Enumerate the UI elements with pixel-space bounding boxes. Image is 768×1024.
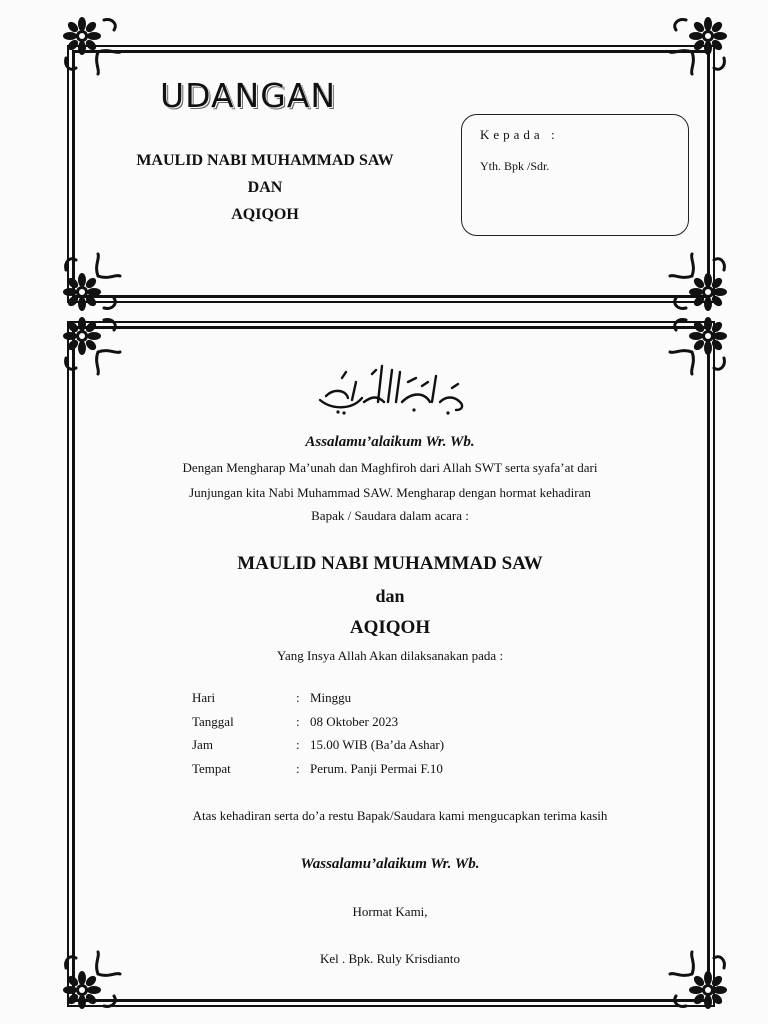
floral-corner-icon bbox=[662, 12, 732, 82]
detail-label: Hari bbox=[192, 690, 216, 705]
event-title-2: AQIQOH bbox=[349, 617, 431, 638]
bismillah-calligraphy-icon bbox=[312, 352, 472, 422]
event-title: MAULID NABI MUHAMMAD SAW bbox=[237, 553, 543, 574]
floral-corner-icon bbox=[58, 12, 128, 82]
opening-greeting: Assalamu’alaikum Wr. Wb. bbox=[305, 434, 475, 450]
intro-line-3: Bapak / Saudara dalam acara : bbox=[311, 508, 469, 523]
cover-event-line2: DAN bbox=[247, 179, 283, 196]
detail-colon: : bbox=[296, 690, 300, 705]
cover-event-line1: MAULID NABI MUHAMMAD SAW bbox=[136, 152, 394, 169]
detail-colon: : bbox=[296, 713, 300, 729]
recipient-prefix: Yth. Bpk /Sdr. bbox=[480, 159, 550, 173]
kepada-label: Kepada : bbox=[480, 127, 559, 142]
detail-label: Jam bbox=[192, 737, 213, 752]
detail-colon: : bbox=[296, 760, 300, 776]
detail-label: Tempat bbox=[192, 760, 231, 776]
invitation-card bbox=[72, 326, 710, 1002]
floral-corner-icon bbox=[662, 246, 732, 316]
detail-value: 15.00 WIB (Ba’da Ashar) bbox=[310, 737, 445, 752]
cover-event-line3: AQIQOH bbox=[231, 206, 299, 223]
closing-thanks: Atas kehadiran serta do’a restu Bapak/Saudara kami mengucapkan terima kasih bbox=[192, 808, 608, 823]
intro-line-1: Dengan Mengharap Ma’unah dan Maghfiroh dari Allah SWT serta syafa’at dari bbox=[182, 460, 598, 475]
detail-value: Minggu bbox=[310, 690, 352, 705]
event-conjunction: dan bbox=[375, 586, 405, 606]
sign-off: Hormat Kami, bbox=[352, 904, 428, 919]
floral-corner-icon bbox=[58, 312, 128, 382]
recipient-box[interactable] bbox=[461, 114, 689, 236]
schedule-intro: Yang Insya Allah Akan dilaksanakan pada : bbox=[276, 648, 504, 663]
cover-title: UDANGAN bbox=[160, 76, 337, 115]
detail-colon: : bbox=[296, 737, 300, 752]
detail-value: 08 Oktober 2023 bbox=[310, 713, 399, 729]
detail-label: Tanggal bbox=[192, 713, 234, 729]
intro-line-2: Junjungan kita Nabi Muhammad SAW. Mengharap dengan hormat kehadiran bbox=[189, 485, 591, 500]
floral-corner-icon bbox=[662, 312, 732, 382]
floral-corner-icon bbox=[58, 246, 128, 316]
detail-value: Perum. Panji Permai F.10 bbox=[310, 760, 443, 776]
signature: Kel . Bpk. Ruly Krisdianto bbox=[319, 951, 461, 966]
closing-greeting: Wassalamu’alaikum Wr. Wb. bbox=[300, 856, 480, 872]
